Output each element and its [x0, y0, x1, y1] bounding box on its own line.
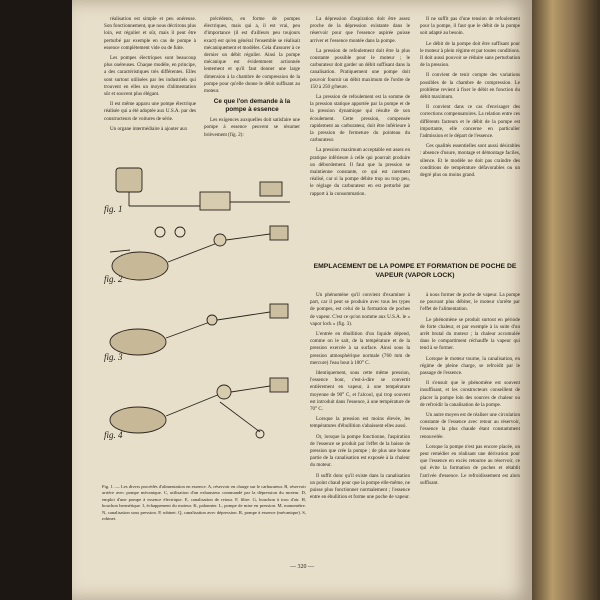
paragraph: La pression maximum acceptable est assez en pratique inférieure à celle qui pourrait produire un débordement. Il faut que la pression se maintienne constante, ce qui est rarement réalisé, car si la pompe débite trop ou trop peu, le réglage du carburateur en est perturbé par rapport à la consommation. — [310, 147, 410, 197]
paragraph: Ces qualités essentielles sont aussi désirables : absence d'usure, montage et démontage faciles, silence. Et le modèle ne doit pas craindre des conditions de température défavorables ou un degré plus ou moins grand. — [420, 143, 520, 179]
page-number: — 320 — — [290, 564, 314, 570]
paragraph: précédents, en forme de pompes électriques, mais qui a, il est vrai, peu d'importance (il est d'ailleurs peu toujours exact) est qu'en général l'ensemble se réalisait mécaniquement et modèles. Cela d'assurer à ce dernier un débit régulier. Ainsi la pompe mécanique est évidemment actionnée lentement et qu'il faut donner une large dimension à la chambre de compression de la pompe pour qu'elle donne le débit suffisant au moteur. — [204, 16, 300, 95]
section-heading-vapor-lock: EMPLACEMENT DE LA POMPE ET FORMATION DE POCHE DE VAPEUR (VAPOR LOCK) — [313, 263, 517, 279]
paragraph: L'entrée en ébullition d'un liquide dépend, comme on le sait, de la température et de la pression exercée à sa surface. Ainsi sous la pression atmosphérique normale (760 mm de mercure) l'eau bout à 100° C. — [310, 331, 410, 366]
figure-label: fig. 3 — [104, 352, 123, 362]
paragraph: Un phénomène qu'il convient d'examiner à part, car il peut se produire avec tous les types de pompes, est celui de la formation de poches de vapeur. C'est ce qu'on nomme aux U.S.A. le « vapor lock » (fig. 3). — [310, 292, 410, 327]
paragraph: Les pompes électriques sont beaucoup plus onéreuses. Chaque modèle, en principe, a des caractéristiques très différentes. Elles sont surtout utilisées par les industriels qui trouvent en elles un moyen d'alimentation sûr et souvent plus élégant. — [104, 55, 196, 98]
section-heading: Ce que l'on demande à la pompe à essence — [213, 98, 291, 114]
paragraph: Or, lorsque la pompe fonctionne, l'aspiration de l'essence se produit par l'effet de la baisse de pression que crée la pompe ; de plus une bonne partie de la canalisation est exposée à la chaleur du moteur. — [310, 433, 410, 469]
tank-shape — [116, 168, 142, 192]
paragraph: Identiquement, sous cette même pression, l'essence bout, c'est-à-dire se convertit entièrement en vapeur, à une température moyenne de 90° C, et l'alcool, qui trop souvent est introduit dans l'essence, à une température de 70° C. — [310, 370, 410, 413]
column-4 — [420, 16, 520, 182]
paragraph: Lorsque le moteur tourne, la canalisation, en régime de pleine charge, se refroidit par le passage de l'essence. — [420, 355, 520, 377]
paragraph: Un autre moyen est de réaliser une circulation constante de l'essence avec retour au réservoir, l'essence la plus chaude étant constamment renouvelée. — [420, 412, 520, 440]
paragraph: réalisation est simple et peu onéreuse. Son fonctionnement, que nous décrirons plus loin, est régulier et sûr, mais il peut être perturbé par exemple en cas de pompe à essence complètement vide ou de fuite. — [104, 16, 196, 51]
paragraph: Les exigences auxquelles doit satisfaire une pompe à essence peuvent se résumer brièvement (fig. 2): — [204, 117, 300, 138]
paragraph: La dépression d'aspiration doit être assez proche de la dépression existante dans le réservoir pour que l'essence aspirée puisse arriver et l'essence montée dans la pompe. — [310, 16, 410, 44]
paragraph: La pression de refoulement est la somme de la pression statique apportée par la pompe et de la pression dynamique qui résulte de son écoulement. Cette pression, compensée rapidement au carburateur, doit être inférieure à la pression de fermeture du pointeau du carburateur. — [310, 94, 410, 144]
fuel-system-diagram — [100, 162, 304, 480]
paragraph: Il est même apparu une pompe électrique réalisée qui a été adoptée aux U.S.A. par des constructeurs de voitures de série. — [104, 101, 196, 122]
figure-label: fig. 1 — [104, 204, 123, 214]
column-2 — [204, 16, 300, 142]
paragraph: Le débit de la pompe doit être suffisant pour le moteur à plein régime et par toutes conditions. Il doit aussi pouvoir se réduire sans perturbation de la pression. — [420, 40, 520, 69]
column-3 — [310, 16, 410, 201]
paragraph: Lorsque la pompe n'est pas encore placée, on peut remédier en réalisant une dérivation pour que l'essence en excès retourne au réservoir, ce qui évite la formation de poches et rétablit l'arrivée d'essence. Le refroidissement est alors suffisant. — [420, 443, 520, 486]
paragraph: La pression de refoulement doit être la plus constante possible pour le moteur ; le carburateur doit garder un débit suffisant dans la canalisation. Pratiquement une pompe doit pouvoir fournir un débit maximum de l'ordre de 150 à 250 g/heure. — [310, 47, 410, 90]
paragraph: Il ne suffit pas d'une tension de refoulement pour la pompe, il faut que le débit de la pompe soit adapté au besoin. — [420, 16, 520, 37]
paragraph: Il convient de tenir compte des variations possibles de la chambre de compression. Le problème revient à fixer le débit en fonction du débit maximum. — [420, 72, 520, 101]
figure-caption: Fig. 1. — Les divers procédés d'alimentation en essence. A, réservoir en charge sur le carburateur. B, réservoir arrière avec pompe mécanique. C, utilisation d'un exhausteur commandé par la dépression du moteur. D, emploi d'une pompe à essence électrique. E, canalisation de retour. F, filtre. G, bouchon à trou d'air. H, bouchon hermétique. I, échappement du moteur. K, palonnier. L, pompe de mise en pression. M, manomètre. N, canalisation sous pression. P, robinet. Q, canalisation avec dépression. R, pompe à essence (mécanique). S, robinet. — [102, 484, 306, 522]
paragraph: à nous former de poche de vapeur. La pompe ne pouvant plus débiter, le moteur s'arrête par l'effet de l'alimentation. — [420, 292, 520, 313]
paragraph: Il s'ensuit que le phénomène est souvent insuffisant, et les constructeurs conseillent de placer la pompe loin des sources de chaleur ou de refroidir la canalisation de la pompe. — [420, 380, 520, 408]
book-page — [72, 0, 532, 600]
column-3-lower — [310, 292, 410, 504]
column-4-lower — [420, 292, 520, 490]
paragraph: Un organe intermédiaire à ajouter aux — [110, 125, 188, 132]
figure-label: fig. 2 — [104, 274, 123, 284]
adjacent-book-edge — [532, 0, 600, 600]
figure-label: fig. 4 — [104, 430, 123, 440]
fuel-system-figures — [100, 162, 304, 480]
paragraph: Il convient dans ce cas d'envisager des corrections compensatoires. La relation entre ces différents facteurs et le débit de la pompe est importante, elle concerne en particulier l'admission et le départ de l'essence. — [420, 104, 520, 140]
paragraph: Le phénomène se produit surtout en période de forte chaleur, et par exemple à la suite d'un arrêt brutal du moteur ; la chaleur accumulée dans le compartiment réchauffe la vapeur qui tend à se former. — [420, 316, 520, 352]
column-1 — [104, 16, 196, 136]
paragraph: Lorsque la pression est moins élevée, les températures d'ébullition s'abaissent elles aussi. — [310, 416, 410, 430]
paragraph: Il suffit donc qu'il existe dans la canalisation un point chaud pour que la pompe elle-même, ne puisse plus fonctionner normalement ; l'essence entre en ébullition et forme une poche de vapeur. — [310, 472, 410, 501]
carburetor-shape — [200, 192, 230, 210]
